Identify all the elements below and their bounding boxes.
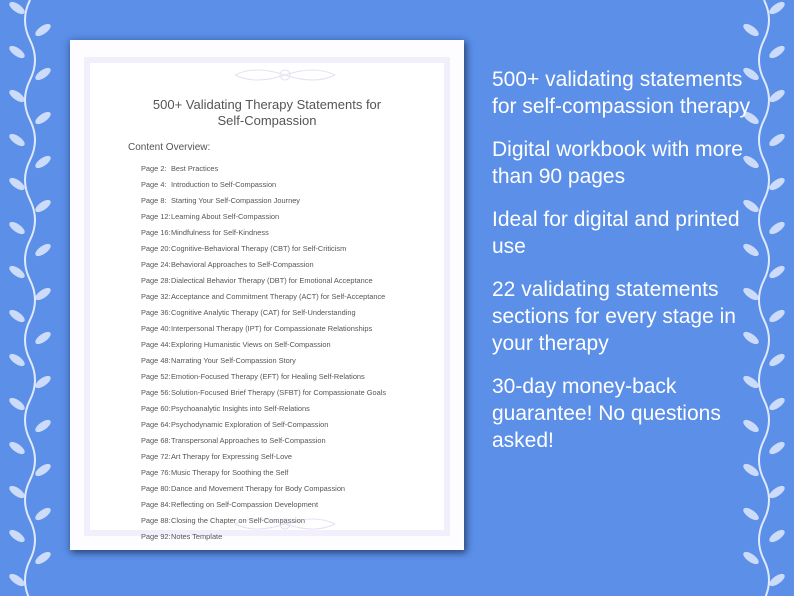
toc-title: Mindfulness for Self-Kindness xyxy=(171,228,269,237)
toc-title: Cognitive Analytic Therapy (CAT) for Self-Understanding xyxy=(171,308,356,317)
toc-page-number: Page 80: xyxy=(141,484,171,493)
toc-item xyxy=(141,289,386,305)
toc-page-number: Page 76: xyxy=(141,468,171,477)
mandala-bottom-icon xyxy=(225,514,345,534)
mandala-top-icon xyxy=(225,65,345,85)
toc-item xyxy=(141,497,386,513)
toc-page-number: Page 64: xyxy=(141,420,171,429)
toc-item xyxy=(141,449,386,465)
content-overview-label: Content Overview: xyxy=(128,142,211,153)
toc-title: Narrating Your Self-Compassion Story xyxy=(171,356,296,365)
toc-item xyxy=(141,353,386,369)
vine-left-decoration xyxy=(0,0,60,596)
toc-item xyxy=(141,241,386,257)
toc-item xyxy=(141,225,386,241)
toc-page-number: Page 44: xyxy=(141,340,171,349)
toc-page-number: Page 52: xyxy=(141,372,171,381)
document-frame xyxy=(84,57,450,541)
toc-page-number: Page 2: xyxy=(141,164,167,173)
toc-title: Reflecting on Self-Compassion Development xyxy=(171,500,319,509)
toc-page-number: Page 24: xyxy=(141,260,171,269)
toc-title: Emotion-Focused Therapy (EFT) for Healing Self-Relations xyxy=(171,372,365,381)
toc-item xyxy=(141,385,386,401)
toc-title: Notes Template xyxy=(171,532,223,541)
toc-title: Behavioral Approaches to Self-Compassion xyxy=(171,260,314,269)
toc-page-number: Page 12: xyxy=(141,212,171,221)
document-title-line2: Self-Compassion xyxy=(217,113,317,128)
document-title xyxy=(90,97,444,129)
toc-item xyxy=(141,273,386,289)
toc-page-number: Page 32: xyxy=(141,292,171,301)
toc-page-number: Page 16: xyxy=(141,228,171,237)
toc-page-number: Page 4: xyxy=(141,180,167,189)
toc-item xyxy=(141,369,386,385)
toc-title: Psychoanalytic Insights into Self-Relations xyxy=(171,404,310,413)
feature-item: 500+ validating statements for self-compassion therapy xyxy=(492,68,750,118)
toc-page-number: Page 20: xyxy=(141,244,171,253)
toc-title: Art Therapy for Expressing Self-Love xyxy=(171,452,293,461)
table-of-contents xyxy=(141,161,386,545)
toc-title: Learning About Self-Compassion xyxy=(171,212,280,221)
toc-title: Best Practices xyxy=(171,164,219,173)
toc-item xyxy=(141,321,386,337)
toc-page-number: Page 56: xyxy=(141,388,171,397)
feature-item: Ideal for digital and printed use xyxy=(492,208,740,258)
toc-title: Starting Your Self-Compassion Journey xyxy=(171,196,300,205)
toc-title: Interpersonal Therapy (IPT) for Compassionate Relationships xyxy=(171,324,373,333)
toc-title: Cognitive-Behavioral Therapy (CBT) for Self-Criticism xyxy=(171,244,347,253)
toc-title: Introduction to Self-Compassion xyxy=(171,180,277,189)
toc-item xyxy=(141,305,386,321)
toc-page-number: Page 60: xyxy=(141,404,171,413)
toc-item xyxy=(141,401,386,417)
toc-title: Dialectical Behavior Therapy (DBT) for Emotional Acceptance xyxy=(171,276,373,285)
toc-page-number: Page 28: xyxy=(141,276,171,285)
toc-page-number: Page 68: xyxy=(141,436,171,445)
feature-item: 22 validating statements sections for every stage in your therapy xyxy=(492,278,736,355)
document-page xyxy=(70,40,464,550)
toc-title: Psychodynamic Exploration of Self-Compassion xyxy=(171,420,329,429)
toc-item xyxy=(141,257,386,273)
toc-item xyxy=(141,161,386,177)
toc-item xyxy=(141,193,386,209)
toc-page-number: Page 36: xyxy=(141,308,171,317)
toc-title: Dance and Movement Therapy for Body Compassion xyxy=(171,484,346,493)
toc-page-number: Page 8: xyxy=(141,196,167,205)
toc-item xyxy=(141,481,386,497)
toc-page-number: Page 40: xyxy=(141,324,171,333)
toc-title: Exploring Humanistic Views on Self-Compassion xyxy=(171,340,331,349)
toc-title: Closing the Chapter on Self-Compassion xyxy=(171,516,305,525)
toc-title: Transpersonal Approaches to Self-Compassion xyxy=(171,436,326,445)
feature-list xyxy=(492,66,752,470)
toc-page-number: Page 72: xyxy=(141,452,171,461)
toc-page-number: Page 92: xyxy=(141,532,171,541)
toc-title: Music Therapy for Soothing the Self xyxy=(171,468,289,477)
toc-page-number: Page 48: xyxy=(141,356,171,365)
feature-item: 30-day money-back guarantee! No questions asked! xyxy=(492,375,721,452)
document-title-line1: 500+ Validating Therapy Statements for xyxy=(152,97,382,112)
toc-title: Acceptance and Commitment Therapy (ACT) for Self-Acceptance xyxy=(171,292,386,301)
toc-title: Solution-Focused Brief Therapy (SFBT) for Compassionate Goals xyxy=(171,388,387,397)
toc-item xyxy=(141,337,386,353)
toc-item xyxy=(141,465,386,481)
toc-page-number: Page 88: xyxy=(141,516,171,525)
feature-item: Digital workbook with more than 90 pages xyxy=(492,138,743,188)
toc-item xyxy=(141,209,386,225)
toc-page-number: Page 84: xyxy=(141,500,171,509)
toc-item xyxy=(141,433,386,449)
toc-item xyxy=(141,417,386,433)
toc-item xyxy=(141,177,386,193)
